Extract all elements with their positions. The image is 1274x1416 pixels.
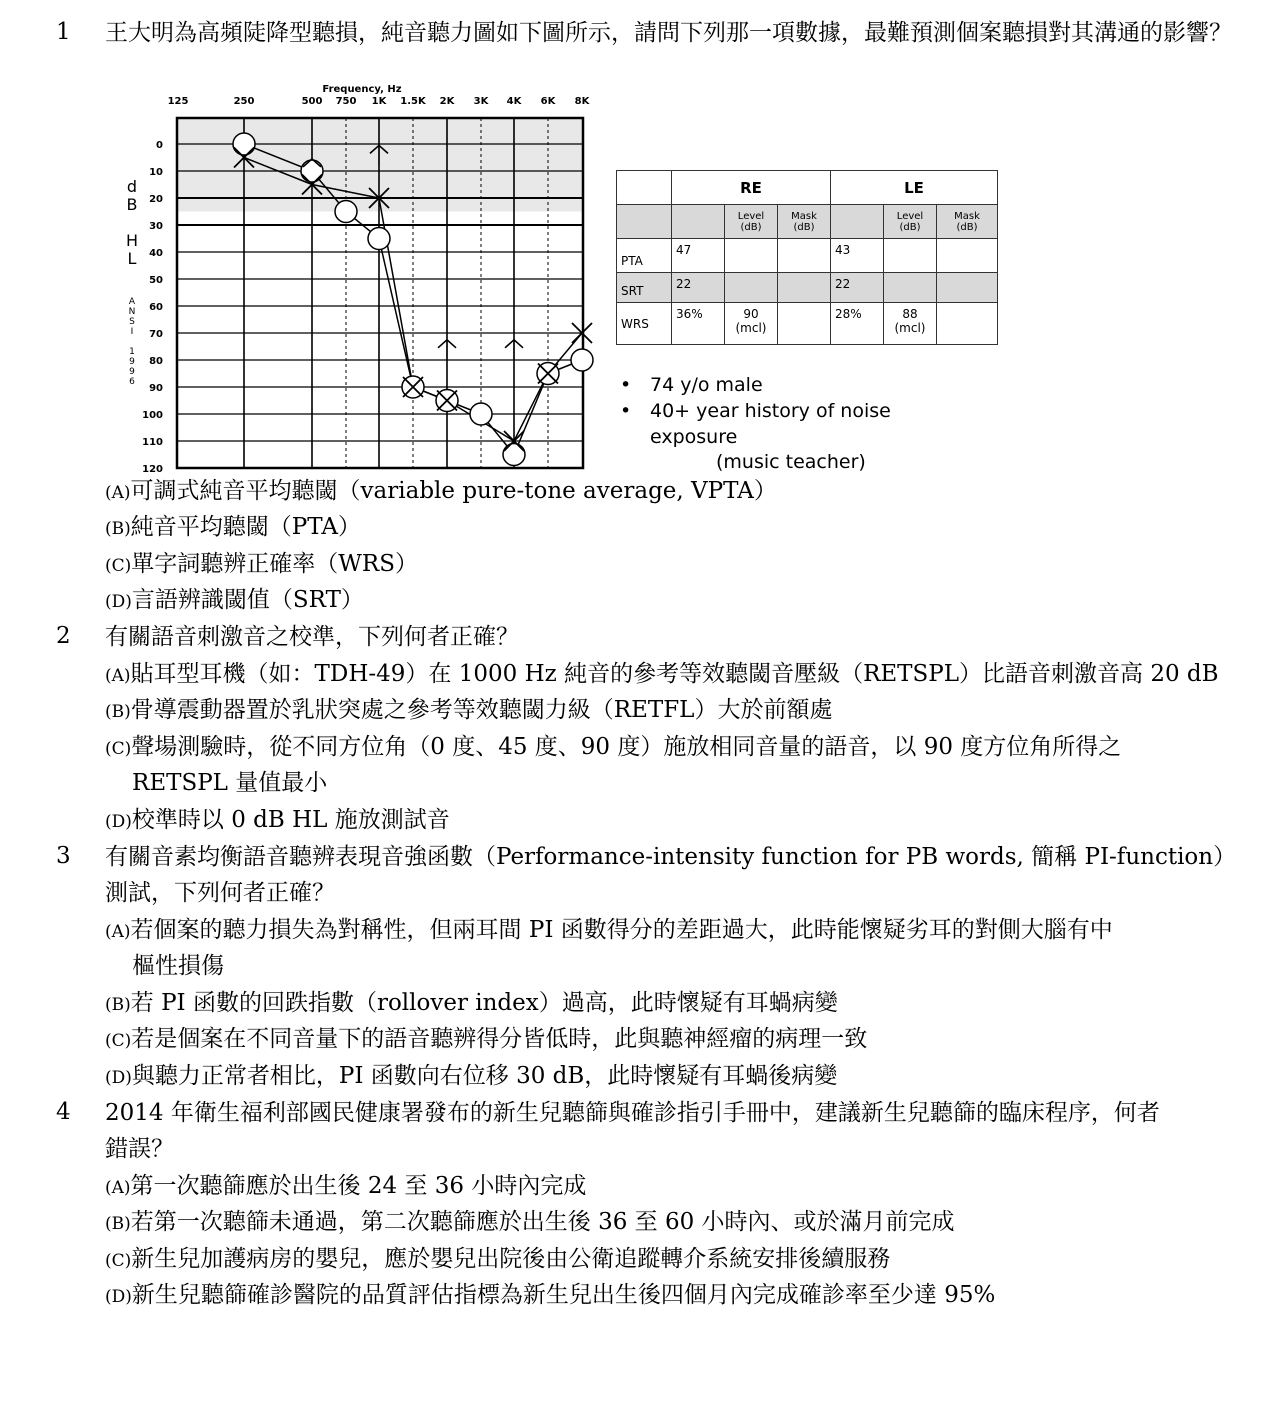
- freq-axis-title: Frequency, Hz: [322, 84, 402, 95]
- ylabel-sub-char: N: [128, 307, 136, 317]
- freq-tick-label: 8K: [574, 96, 590, 107]
- db-tick-label: 110: [142, 437, 163, 448]
- le-header: LE: [831, 171, 998, 205]
- ylabel-char: B: [126, 195, 138, 214]
- table-row-pta: PTA 47 43: [617, 239, 998, 273]
- question-number: 1: [56, 19, 71, 45]
- le-mask-unit: (dB): [956, 221, 978, 233]
- right-ear-circle-marker: [503, 444, 525, 466]
- note-history: 40+ year history of noise: [650, 400, 891, 422]
- freq-tick-label: 1.5K: [400, 96, 426, 107]
- re-level-label: Level: [737, 210, 765, 222]
- option-4d[interactable]: (D)新生兒聽篩確診醫院的品質評估指標為新生兒出生後四個月內完成確診率至少達 95%: [105, 1282, 996, 1308]
- db-tick-label: 70: [149, 329, 163, 340]
- option-3a[interactable]: (A)若個案的聽力損失為對稱性，但兩耳間 PI 函數得分的差距過大，此時能懷疑劣耳的對側大腦有中: [105, 917, 1113, 943]
- option-2b[interactable]: (B)骨導震動器置於乳狀突處之參考等效聽閾力級（RETFL）大於前額處: [105, 697, 833, 723]
- option-1d[interactable]: (D)言語辨識閾值（SRT）: [105, 587, 364, 613]
- option-1c[interactable]: (C)單字詞聽辨正確率（WRS）: [105, 551, 418, 577]
- option-1b[interactable]: (B)純音平均聽閾（PTA）: [105, 514, 361, 540]
- right-ear-circle-marker: [301, 160, 323, 182]
- db-tick-label: 120: [142, 464, 163, 475]
- ylabel-sub-char: 6: [129, 377, 135, 387]
- table-row-wrs: WRS 36% 90 (mcl) 28% 88 (mcl): [617, 303, 998, 345]
- right-ear-circle-marker: [571, 349, 593, 371]
- re-level-unit: (dB): [740, 221, 762, 233]
- db-tick-label: 60: [149, 302, 163, 313]
- ylabel-char: d: [126, 177, 138, 196]
- option-2d[interactable]: (D)校準時以 0 dB HL 施放測試音: [105, 807, 450, 833]
- re-mask-label: Mask: [791, 210, 817, 222]
- option-2a[interactable]: (A)貼耳型耳機（如：TDH-49）在 1000 Hz 純音的參考等效聽閾音壓級（RETSPL）比語音刺激音高 20 dB: [105, 661, 1219, 687]
- option-2c[interactable]: (C)聲場測驗時，從不同方位角（0 度、45 度、90 度）施放相同音量的語音，以 90 度方位角所得之: [105, 734, 1122, 760]
- note-occupation: (music teacher): [716, 451, 866, 473]
- note-history-cont: exposure: [650, 426, 738, 448]
- question-text: 有關語音刺激音之校準，下列何者正確？: [105, 624, 519, 650]
- right-ear-circle-marker: [233, 133, 255, 155]
- freq-tick-label: 750: [335, 96, 357, 107]
- freq-tick-label: 2K: [439, 96, 455, 107]
- ylabel-sub-char: A: [128, 297, 136, 307]
- audiometric-results-table: [616, 170, 998, 345]
- freq-tick-label: 125: [167, 96, 189, 107]
- right-ear-circle-marker: [335, 201, 357, 223]
- freq-tick-label: 6K: [540, 96, 556, 107]
- question-text-cont: 錯誤？: [105, 1136, 174, 1162]
- option-3a-cont: 樞性損傷: [132, 953, 224, 979]
- freq-tick-label: 4K: [506, 96, 522, 107]
- right-ear-circle-marker: [470, 403, 492, 425]
- question-text: 有關音素均衡語音聽辨表現音強函數（Performance-intensity function for PB words, 簡稱 PI-function）: [105, 844, 1237, 870]
- table-row-srt: SRT 22 22: [617, 273, 998, 303]
- option-3c[interactable]: (C)若是個案在不同音量下的語音聽辨得分皆低時，此與聽神經瘤的病理一致: [105, 1026, 868, 1052]
- db-tick-label: 10: [149, 167, 163, 178]
- right-ear-circle-marker: [368, 228, 390, 250]
- re-header: RE: [672, 171, 831, 205]
- freq-tick-label: 3K: [473, 96, 489, 107]
- db-tick-label: 0: [156, 140, 163, 151]
- db-tick-label: 20: [149, 194, 163, 205]
- option-1a[interactable]: (A)可調式純音平均聽閾（variable pure-tone average, VPTA）: [105, 478, 777, 504]
- question-text: 2014 年衛生福利部國民健康署發布的新生兒聽篩與確診指引手冊中，建議新生兒聽篩的臨床程序，何者: [105, 1100, 1160, 1126]
- db-tick-label: 100: [142, 410, 163, 421]
- freq-tick-label: 1K: [371, 96, 387, 107]
- freq-tick-label: 500: [301, 96, 323, 107]
- re-mask-unit: (dB): [793, 221, 815, 233]
- ylabel-char: L: [127, 249, 137, 268]
- db-tick-label: 50: [149, 275, 163, 286]
- freq-tick-label: 250: [233, 96, 255, 107]
- option-2c-cont: RETSPL 量值最小: [132, 770, 328, 796]
- option-4b[interactable]: (B)若第一次聽篩未通過，第二次聽篩應於出生後 36 至 60 小時內、或於滿月前完成: [105, 1209, 955, 1235]
- le-level-unit: (dB): [899, 221, 921, 233]
- option-4c[interactable]: (C)新生兒加護病房的嬰兒，應於嬰兒出院後由公衛追蹤轉介系統安排後續服務: [105, 1246, 891, 1272]
- db-tick-label: 80: [149, 356, 163, 367]
- question-number: 3: [56, 843, 71, 869]
- option-3d[interactable]: (D)與聽力正常者相比，PI 函數向右位移 30 dB，此時懷疑有耳蝸後病變: [105, 1063, 838, 1089]
- question-text: 王大明為高頻陡降型聽損，純音聽力圖如下圖所示，請問下列那一項數據，最難預測個案聽損對其溝通的影響？: [105, 20, 1232, 46]
- note-age: 74 y/o male: [650, 374, 763, 396]
- ylabel-sub-char: 9: [129, 357, 135, 367]
- ylabel-sub-char: 1: [129, 347, 135, 357]
- option-3b[interactable]: (B)若 PI 函數的回跌指數（rollover index）過高，此時懷疑有耳蝸病變: [105, 990, 838, 1016]
- db-tick-label: 40: [149, 248, 163, 259]
- question-number: 2: [56, 623, 71, 649]
- ylabel-sub-char: I: [130, 327, 134, 337]
- question-number: 4: [56, 1099, 71, 1125]
- ylabel-sub-char: S: [129, 317, 135, 327]
- le-mask-label: Mask: [954, 210, 980, 222]
- question-text-cont: 測試，下列何者正確？: [105, 880, 335, 906]
- ylabel-sub-char: 9: [129, 367, 135, 377]
- db-tick-label: 90: [149, 383, 163, 394]
- audiogram-chart: [120, 84, 610, 476]
- le-level-label: Level: [896, 210, 924, 222]
- db-tick-label: 30: [149, 221, 163, 232]
- option-4a[interactable]: (A)第一次聽篩應於出生後 24 至 36 小時內完成: [105, 1173, 587, 1199]
- ylabel-char: H: [125, 231, 139, 250]
